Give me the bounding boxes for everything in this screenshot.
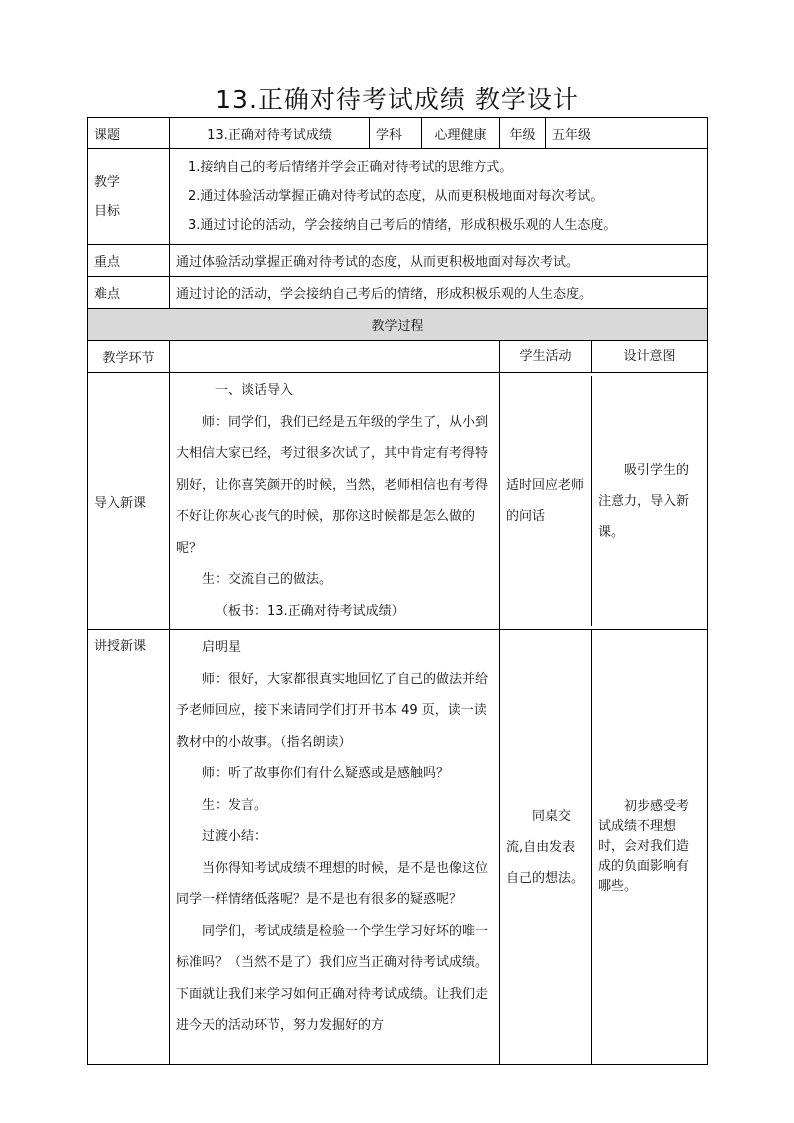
goals-label-line2: 目标 [94,203,121,219]
subject-title-label: 课题 [88,118,170,149]
content-line: 师：同学们，我们已经是五年级的学生了，从小到大相信大家已经，考过很多次试了，其中肯定有考得特别好，让你喜笑颜开的时候，当然，老师相信也有考得不好让你灰心丧气的时候，那你这时候都是怎么做的呢？ [176,414,489,556]
content-line: 生：交流自己的做法。 [202,572,333,587]
stage-row-new-lesson [88,630,708,1065]
grade-value: 五年级 [546,118,708,149]
student-activity: 同桌交流,自由发表自己的想法。 [500,630,592,1064]
col-intent-header: 设计意图 [623,349,676,364]
goals-label-line1: 教学 [94,174,121,190]
process-header: 教学过程 [88,309,708,341]
col-stage-header: 教学环节 [88,341,170,373]
goals-row [88,149,708,245]
difficulty-label: 难点 [88,277,170,309]
stage-row-intro [88,373,708,630]
lesson-plan-table [87,117,708,1065]
col-activity-header: 学生活动 [500,341,592,372]
content-line: （板书：13.正确对待考试成绩） [215,603,405,619]
stage-content [170,630,500,1065]
key-point-label: 重点 [88,245,170,277]
process-columns-row [88,341,708,373]
design-intent: 初步感受考试成绩不理想时，会对我们造成的负面影响有哪些。 [598,799,690,894]
stage-name: 导入新课 [88,373,170,630]
goals-content [170,149,708,245]
col-content-header [170,341,500,373]
content-line: 启明星 [202,640,242,655]
process-header-row [88,309,708,341]
content-line: 过渡小结： [202,829,268,844]
key-point-row [88,245,708,277]
content-line: 师：很好，大家都很真实地回忆了自己的做法并给予老师回应，接下来请同学们打开书本 49 页，读一读教材中的小故事。（指名朗读） [176,671,489,750]
stage-right-cells [500,373,708,630]
subject-title-value: 13.正确对待考试成绩 [170,118,370,149]
content-line: 当你得知考试成绩不理想的时候，是不是也像这位同学一样情绪低落呢？是不是也有很多的疑惑呢？ [176,860,489,907]
content-line: 同学们，考试成绩是检验一个学生学习好坏的唯一标准吗？（当然不是了）我们应当正确对待考试成绩。下面就让我们来学习如何正确对待考试成绩。让我们走进今天的活动环节，努力发掘好的方 [176,923,489,1033]
stage-content [170,373,500,630]
grade-label: 年级 [500,118,546,149]
info-row [88,118,708,149]
document-title: 13.正确对待考试成绩 教学设计 [215,85,579,114]
goal-item: 2.通过体验活动掌握正确对待考试的态度，从而更积极地面对每次考试。 [188,189,604,204]
content-line: 一、谈话导入 [215,383,294,398]
content-line: 生：发言。 [202,797,268,813]
student-activity: 适时回应老师的问话 [500,376,592,626]
goals-label [88,149,170,245]
key-point-text: 通过体验活动掌握正确对待考试的态度，从而更积极地面对每次考试。 [170,245,708,277]
goal-item: 3.通过讨论的活动，学会接纳自己考后的情绪，形成积极乐观的人生态度。 [188,218,617,233]
design-intent: 吸引学生的注意力，导入新课。 [598,462,690,540]
difficulty-row [88,277,708,309]
content-line: 师：听了故事你们有什么疑惑或是感触吗？ [202,766,450,781]
stage-name: 讲授新课 [88,630,170,1065]
course-value: 心理健康 [422,118,500,149]
difficulty-text: 通过讨论的活动，学会接纳自己考后的情绪，形成积极乐观的人生态度。 [170,277,708,309]
course-label: 学科 [370,118,422,149]
goal-item: 1.接纳自己的考后情绪并学会正确对待考试的思维方式。 [188,160,513,175]
stage-right-cells [500,630,708,1065]
col-right-headers [500,341,708,373]
